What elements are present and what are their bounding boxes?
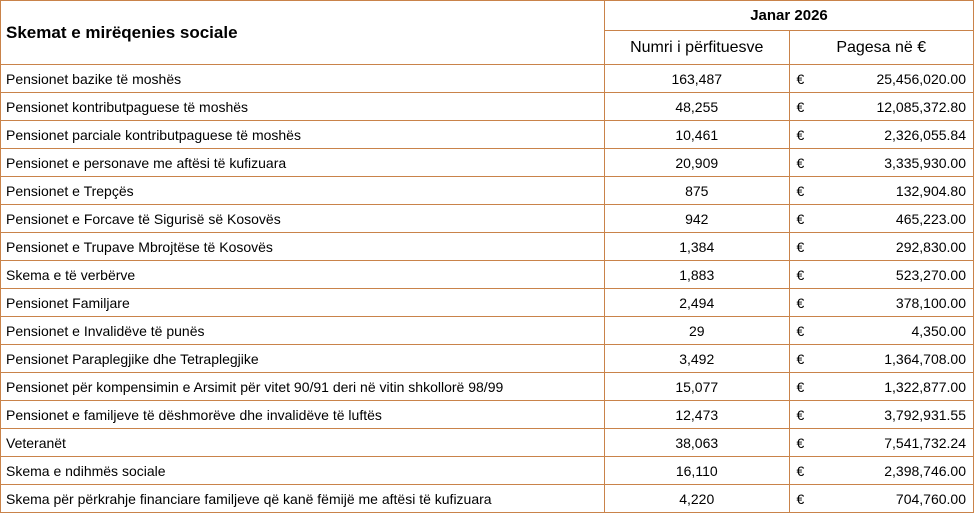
payment-cell (789, 485, 974, 513)
payment-amount: 1,322,877.00 (884, 378, 966, 395)
beneficiary-count: 16,110 (605, 457, 790, 485)
table-row (1, 345, 974, 373)
payment-amount: 3,792,931.55 (884, 406, 966, 423)
table-row (1, 429, 974, 457)
scheme-name: Skema e ndihmës sociale (1, 457, 605, 485)
beneficiary-count: 29 (605, 317, 790, 345)
beneficiary-count: 12,473 (605, 401, 790, 429)
currency-symbol: € (796, 182, 805, 199)
beneficiary-count: 942 (605, 205, 790, 233)
currency-symbol: € (796, 350, 805, 367)
beneficiary-count: 3,492 (605, 345, 790, 373)
payment-cell (789, 261, 974, 289)
payment-amount: 1,364,708.00 (884, 350, 966, 367)
scheme-name: Skema për përkrahje financiare familjeve që kanë fëmijë me aftësi të kufizuara (1, 485, 605, 513)
payment-cell (789, 317, 974, 345)
scheme-name: Pensionet bazike të moshës (1, 65, 605, 93)
currency-symbol: € (796, 210, 805, 227)
currency-symbol: € (796, 462, 805, 479)
scheme-name: Pensionet Paraplegjike dhe Tetraplegjike (1, 345, 605, 373)
table-row (1, 317, 974, 345)
currency-symbol: € (796, 70, 805, 87)
beneficiary-count: 1,384 (605, 233, 790, 261)
beneficiary-count: 875 (605, 177, 790, 205)
table-row (1, 261, 974, 289)
payment-amount: 12,085,372.80 (876, 98, 966, 115)
currency-symbol: € (796, 126, 805, 143)
scheme-name: Pensionet e familjeve të dëshmorëve dhe invalidëve të luftës (1, 401, 605, 429)
scheme-name: Pensionet e Invalidëve të punës (1, 317, 605, 345)
payment-cell (789, 177, 974, 205)
currency-symbol: € (796, 378, 805, 395)
payment-amount: 2,398,746.00 (884, 462, 966, 479)
table-row (1, 65, 974, 93)
scheme-name: Pensionet e Forcave të Sigurisë së Kosovës (1, 205, 605, 233)
payment-cell (789, 345, 974, 373)
scheme-name: Veteranët (1, 429, 605, 457)
payments-header: Pagesa në € (789, 31, 974, 65)
payment-cell (789, 429, 974, 457)
payment-cell (789, 65, 974, 93)
beneficiary-count: 163,487 (605, 65, 790, 93)
table-row (1, 373, 974, 401)
payment-cell (789, 121, 974, 149)
beneficiaries-header: Numri i përfituesve (605, 31, 790, 65)
table-row (1, 485, 974, 513)
payment-amount: 2,326,055.84 (884, 126, 966, 143)
beneficiary-count: 20,909 (605, 149, 790, 177)
payment-cell (789, 289, 974, 317)
payment-cell (789, 373, 974, 401)
beneficiary-count: 4,220 (605, 485, 790, 513)
scheme-name: Pensionet e Trepçës (1, 177, 605, 205)
payment-amount: 7,541,732.24 (884, 434, 966, 451)
currency-symbol: € (796, 154, 805, 171)
payment-amount: 523,270.00 (895, 266, 966, 283)
payment-cell (789, 401, 974, 429)
scheme-name: Skema e të verbërve (1, 261, 605, 289)
table-row (1, 121, 974, 149)
scheme-name: Pensionet parciale kontributpaguese të moshës (1, 121, 605, 149)
scheme-name: Pensionet kontributpaguese të moshës (1, 93, 605, 121)
beneficiary-count: 1,883 (605, 261, 790, 289)
table-body (1, 65, 974, 513)
table-title: Skemat e mirëqenies sociale (1, 1, 605, 65)
beneficiary-count: 48,255 (605, 93, 790, 121)
scheme-name: Pensionet Familjare (1, 289, 605, 317)
payment-amount: 292,830.00 (895, 238, 966, 255)
scheme-name: Pensionet për kompensimin e Arsimit për vitet 90/91 deri në vitin shkollorë 98/99 (1, 373, 605, 401)
table-row (1, 93, 974, 121)
payment-amount: 4,350.00 (911, 322, 966, 339)
payment-amount: 3,335,930.00 (884, 154, 966, 171)
table-row (1, 233, 974, 261)
currency-symbol: € (796, 490, 805, 507)
currency-symbol: € (796, 266, 805, 283)
beneficiary-count: 10,461 (605, 121, 790, 149)
table-row (1, 289, 974, 317)
currency-symbol: € (796, 322, 805, 339)
payment-cell (789, 93, 974, 121)
payment-amount: 704,760.00 (895, 490, 966, 507)
currency-symbol: € (796, 238, 805, 255)
table-row (1, 205, 974, 233)
payment-amount: 378,100.00 (895, 294, 966, 311)
beneficiary-count: 2,494 (605, 289, 790, 317)
payment-cell (789, 205, 974, 233)
table-row (1, 149, 974, 177)
beneficiary-count: 15,077 (605, 373, 790, 401)
period-header: Janar 2026 (605, 1, 974, 31)
currency-symbol: € (796, 434, 805, 451)
table-row (1, 457, 974, 485)
payment-amount: 465,223.00 (895, 210, 966, 227)
currency-symbol: € (796, 98, 805, 115)
currency-symbol: € (796, 294, 805, 311)
payment-cell (789, 457, 974, 485)
currency-symbol: € (796, 406, 805, 423)
table-row (1, 177, 974, 205)
table-row (1, 401, 974, 429)
scheme-name: Pensionet e personave me aftësi të kufizuara (1, 149, 605, 177)
payment-amount: 25,456,020.00 (876, 70, 966, 87)
beneficiary-count: 38,063 (605, 429, 790, 457)
payment-cell (789, 233, 974, 261)
scheme-name: Pensionet e Trupave Mbrojtëse të Kosovës (1, 233, 605, 261)
payment-cell (789, 149, 974, 177)
payment-amount: 132,904.80 (895, 182, 966, 199)
